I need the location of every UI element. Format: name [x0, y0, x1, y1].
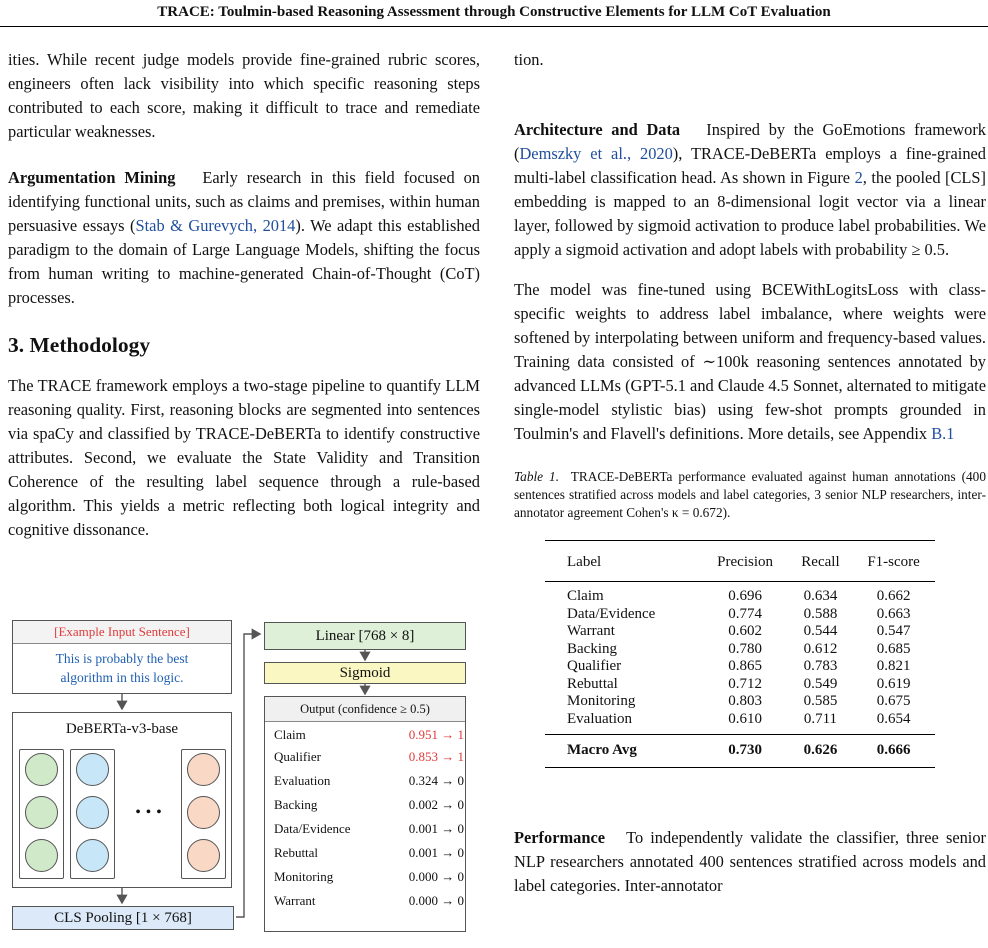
output-row: Claim 0.951 → 1: [274, 727, 464, 742]
architecture-figure: [8, 620, 480, 926]
row-label: Claim: [567, 588, 604, 604]
table-row: [545, 623, 935, 641]
running-head: TRACE: Toulmin-based Reasoning Assessment through Constructive Elements for LLM CoT Evaluation: [157, 4, 831, 20]
green-neuron: [25, 839, 58, 872]
row-value: 0.663: [876, 605, 911, 622]
blue-neuron: [76, 839, 109, 872]
row-value: 0.654: [876, 710, 911, 727]
table-row: [545, 676, 935, 694]
table-row: [545, 606, 935, 624]
results-table-wrapper: [545, 540, 935, 768]
row-label: Monitoring: [567, 693, 636, 709]
row-value: 0.612: [803, 640, 838, 657]
row-value: 0.774: [728, 605, 762, 622]
row-value: 0.602: [728, 623, 762, 639]
header-label: Label: [567, 554, 602, 570]
row-value: 0.821: [876, 658, 911, 674]
section-heading-methodology: 3. Methodology: [8, 333, 151, 357]
output-row: Warrant 0.000 → 0: [274, 893, 464, 908]
peach-neuron: [187, 753, 220, 786]
row-value: 0.634: [803, 588, 838, 604]
table-row: [545, 582, 935, 606]
header-precision: Precision: [717, 554, 773, 570]
training-paragraph: The model was fine-tuned using BCEWithLogitsLoss with class-specific weights to address label imbalance, where weights were softened by interpolating between uniform and frequency-based values. Training data consisted of ∼100k reasoning sentences annotated by advanced LLMs (GPT-5.1 and Claude 4.5 Sonnet, alternated to mitigate single-model stylistic bias) using few-shot prompts grounded in Toulmin's and Flavell's definitions. More details, see Appendix B.1: [514, 280, 986, 443]
header-f1: F1-score: [867, 554, 920, 570]
row-value: 0.588: [803, 605, 838, 622]
figure-2-link[interactable]: 2: [854, 168, 863, 187]
peach-neuron: [187, 839, 220, 872]
citation-stab-gurevych[interactable]: Stab & Gurevych, 2014: [135, 216, 296, 235]
row-label: Evaluation: [567, 710, 632, 727]
output-row: Rebuttal 0.001 → 0: [274, 845, 464, 860]
table-caption: Table 1. TRACE-DeBERTa performance evaluated against human annotations (400 sentences stratified across models and label categories, 3 senior NLP researchers, inter-annotator agreement Cohen's κ = 0.672).: [514, 469, 986, 520]
row-label: Warrant: [567, 623, 615, 639]
row-label: Data/Evidence: [567, 605, 656, 622]
ellipsis: • • •: [135, 805, 163, 820]
row-value: 0.547: [876, 623, 911, 639]
row-value: 0.662: [876, 588, 911, 604]
left-column: [8, 48, 480, 542]
output-row: Backing 0.002 → 0: [274, 797, 464, 812]
row-value: 0.610: [728, 710, 762, 727]
output-row: Monitoring 0.000 → 0: [274, 869, 464, 884]
row-value: 0.685: [876, 640, 911, 657]
appendix-b1-link[interactable]: B.1: [931, 424, 955, 443]
row-value: 0.783: [803, 658, 838, 674]
right-column: [514, 48, 986, 898]
green-neuron: [25, 796, 58, 829]
linear-layer-box: Linear [768 × 8]: [264, 622, 466, 650]
row-value: 0.619: [876, 675, 911, 692]
sigmoid-box: Sigmoid: [264, 662, 466, 684]
continuation-text: tion.: [514, 50, 544, 69]
example-input-header: [Example Input Sentence]: [13, 621, 231, 644]
intro-paragraph: ities. While recent judge models provide fine-grained rubric scores, engineers often lack visibility into which specific reasoning steps contributed to each score, making it difficult to trace and remediate particular weaknesses.: [8, 50, 480, 141]
argumentation-mining-paragraph: Argumentation Mining Early research in this field focused on identifying functional units, such as claims and premises, within human persuasive essays (Stab & Gurevych, 2014). We adapt this established paradigm to the domain of Large Language Models, shifting the focus from human writing to machine-generated Chain-of-Thought (CoT) processes.: [8, 168, 481, 307]
output-row: Evaluation 0.324 → 0: [274, 773, 464, 788]
row-value: 0.675: [876, 693, 911, 709]
cls-pooling-box: CLS Pooling [1 × 768]: [12, 906, 234, 930]
table-caption-label: Table 1.: [514, 469, 560, 484]
row-value: 0.711: [803, 710, 838, 727]
performance-heading: Performance: [514, 827, 606, 847]
table-row: [545, 641, 935, 659]
example-input-box: [12, 620, 232, 694]
output-row: Data/Evidence 0.001 → 0: [274, 821, 464, 836]
table-body: [545, 582, 935, 735]
blue-neuron: [76, 796, 109, 829]
output-row: Qualifier 0.853 → 1: [274, 749, 464, 764]
row-label: Rebuttal: [567, 675, 618, 692]
encoder-label: DeBERTa-v3-base: [65, 721, 179, 737]
row-value: 0.696: [728, 588, 762, 604]
peach-neuron: [187, 796, 220, 829]
green-neuron: [25, 753, 58, 786]
row-value: 0.544: [803, 623, 838, 639]
output-header: Output (confidence ≥ 0.5): [265, 697, 465, 722]
deberta-encoder-box: [12, 712, 232, 888]
header-recall: Recall: [801, 554, 840, 570]
table-header-row: [545, 541, 935, 582]
architecture-heading: Architecture and Data: [514, 120, 681, 139]
row-value: 0.803: [728, 693, 762, 709]
blue-neuron: [76, 753, 109, 786]
table-row: [545, 711, 935, 735]
row-label: Qualifier: [567, 658, 622, 674]
performance-paragraph: Performance To independently validate the classifier, three senior NLP researchers annotated 400 sentences stratified across models and label categories. Inter-annotator: [514, 827, 986, 895]
output-box: [264, 696, 466, 932]
architecture-paragraph: Architecture and Data Inspired by the GoEmotions framework (Demszky et al., 2020), TRACE-DeBERTa employs a fine-grained multi-label classification head. As shown in Figure 2, the pooled [CLS] embedding is mapped to an 8-dimensional logit vector via a linear layer, followed by sigmoid activation to produce label probabilities. We apply a sigmoid activation and adopt labels with probability ≥ 0.5.: [514, 120, 987, 259]
table-row: [545, 693, 935, 711]
citation-demszky[interactable]: Demszky et al., 2020: [519, 144, 673, 163]
row-value: 0.549: [803, 675, 838, 692]
row-value: 0.780: [728, 640, 762, 657]
results-table: [545, 540, 935, 768]
argumentation-mining-heading: Argumentation Mining: [8, 168, 176, 187]
row-label: Backing: [567, 640, 617, 657]
example-input-text: This is probably the best algorithm in this logic.: [55, 651, 189, 685]
macro-avg-row: Macro Avg 0.730 0.626 0.666: [545, 735, 935, 768]
row-value: 0.865: [728, 658, 762, 674]
row-value: 0.712: [728, 675, 762, 692]
row-value: 0.585: [803, 693, 838, 709]
table-row: [545, 658, 935, 676]
methodology-paragraph: The TRACE framework employs a two-stage pipeline to quantify LLM reasoning quality. First, reasoning blocks are segmented into sentences via spaCy and classified by TRACE-DeBERTa to identify constructive attributes. Second, we evaluate the State Validity and Transition Coherence of the resulting label sequence through a rule-based algorithm. This yields a metric reflecting both logical integrity and cognitive dissonance.: [8, 376, 480, 539]
header-rule: [0, 26, 988, 27]
